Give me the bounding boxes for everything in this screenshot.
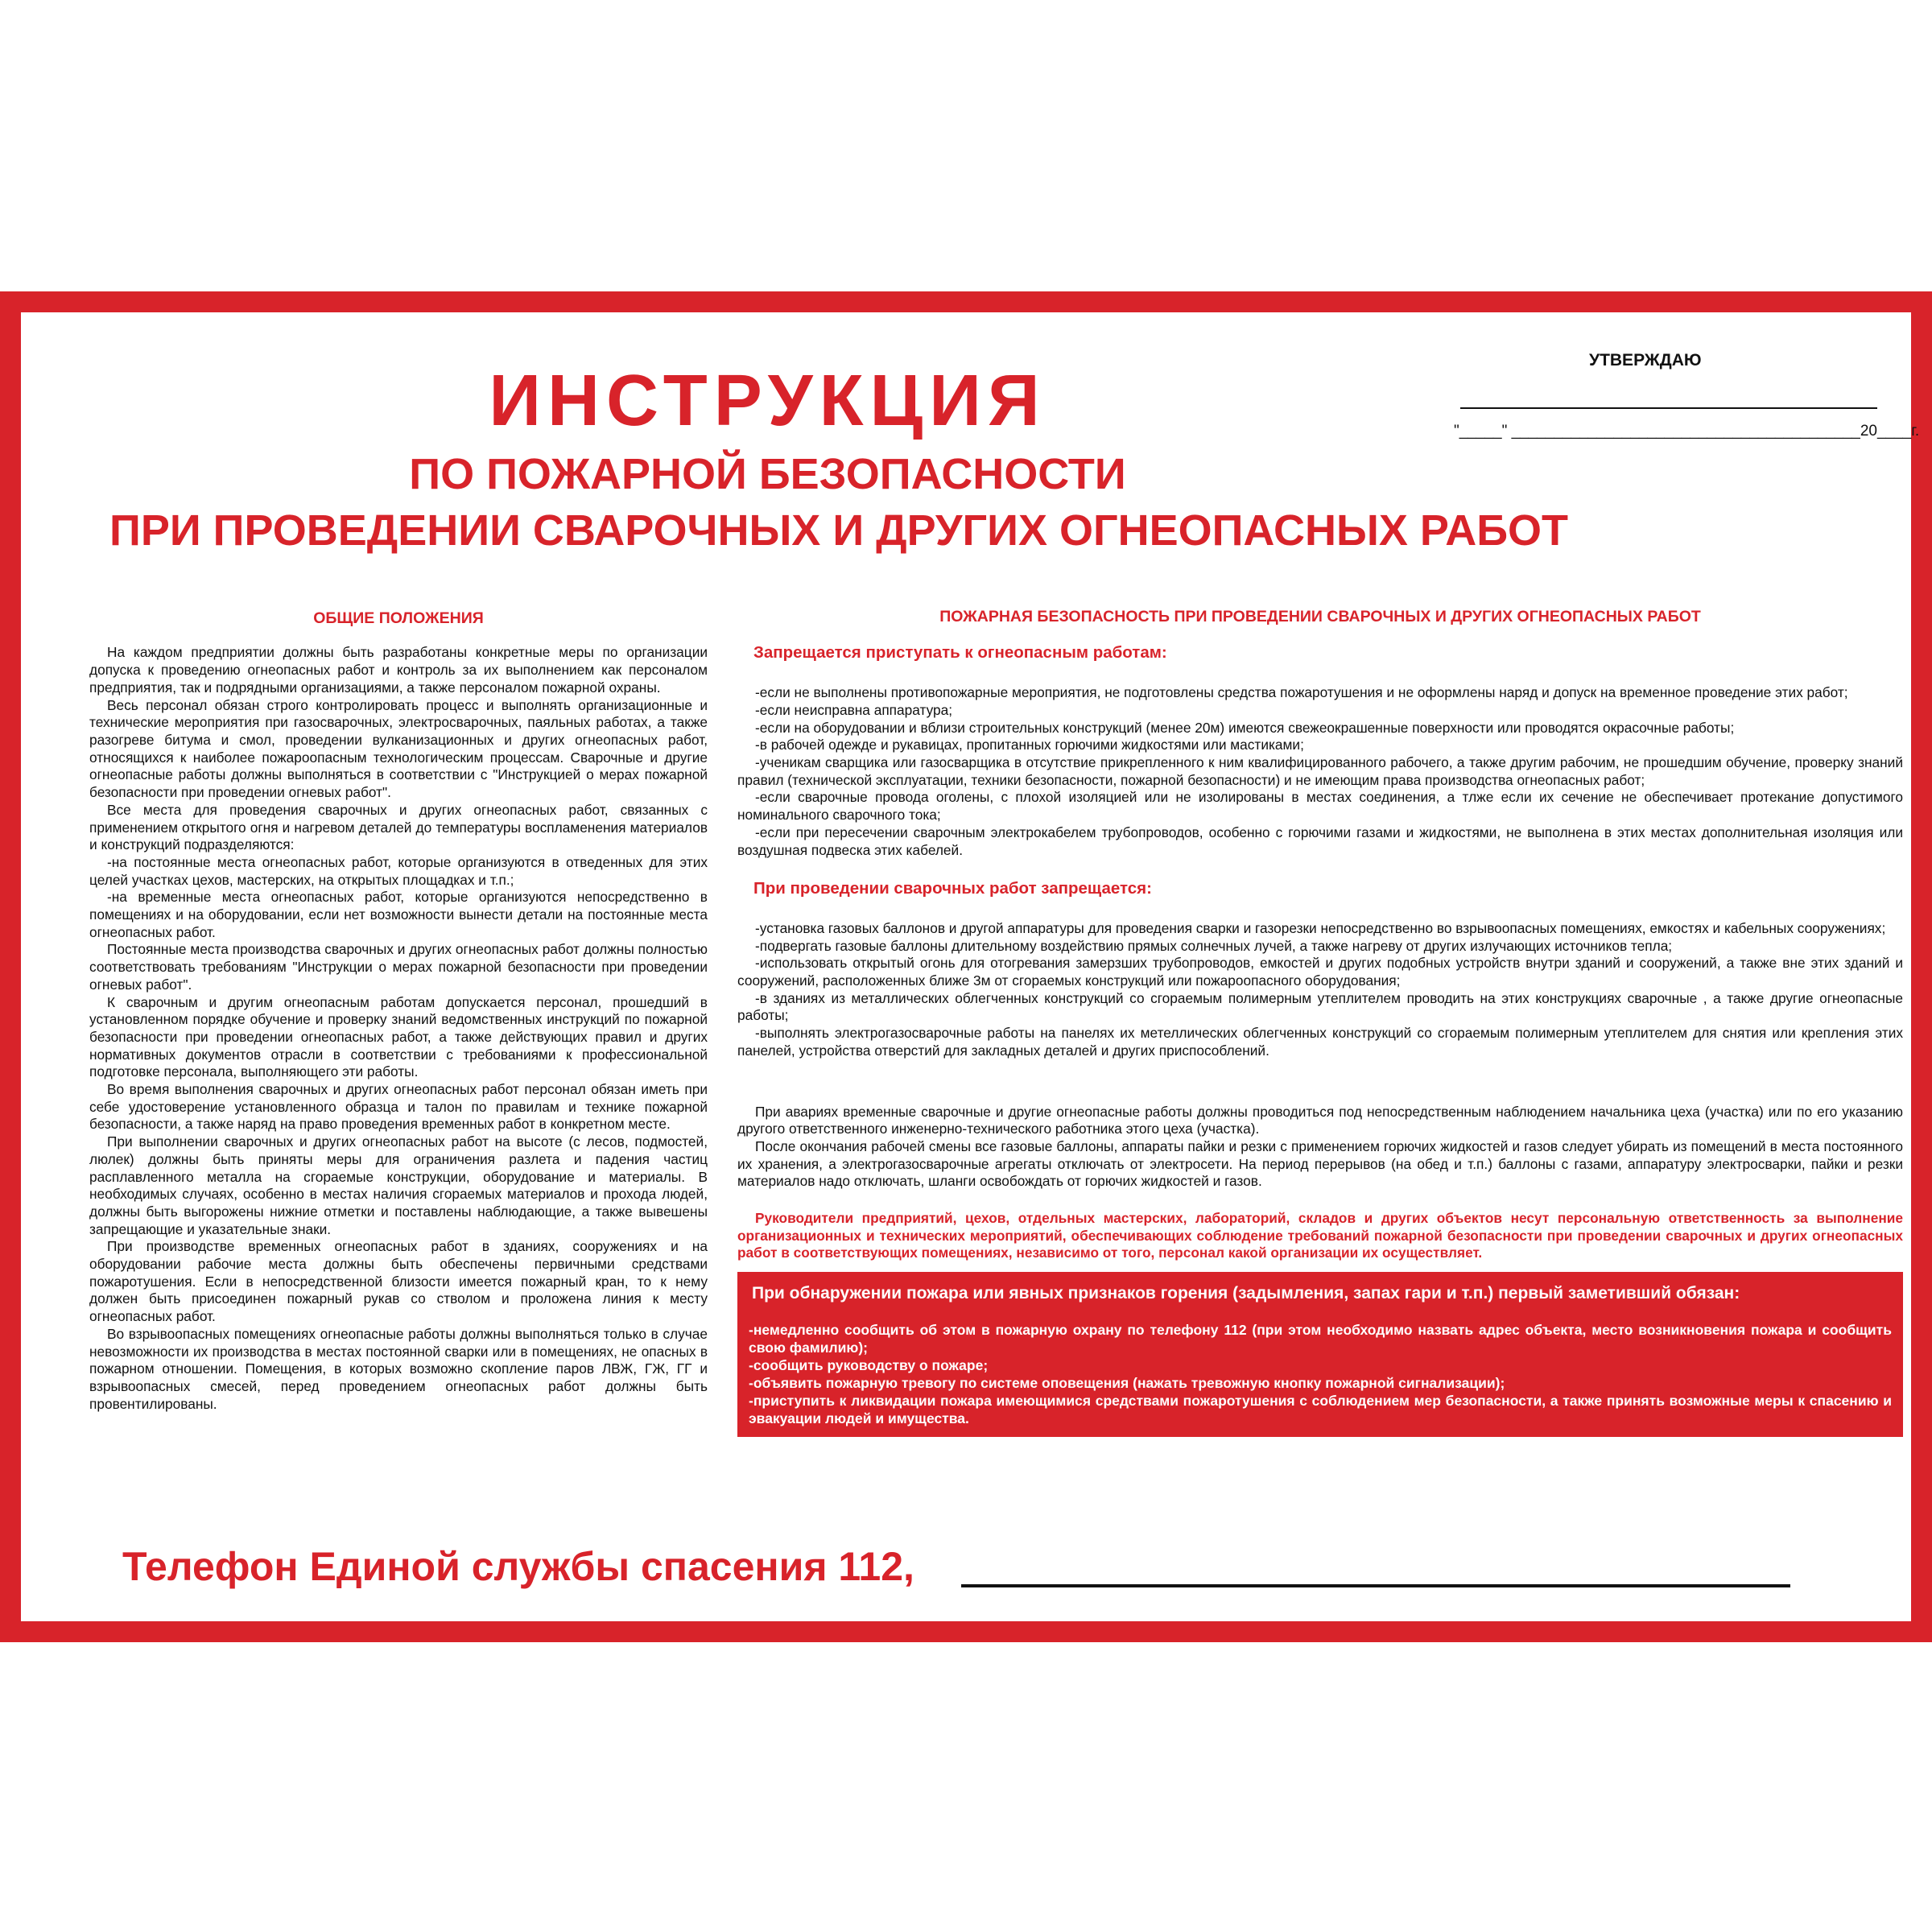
responsibility-note xyxy=(737,1210,1903,1262)
box-item: -немедленно сообщить об этом в пожарную охрану по телефону 112 (при этом необходимо назвать адрес объекта, место возникновения пожара и сообщить свою фамилию); xyxy=(749,1321,1892,1356)
list-item: -если не выполнены противопожарные мероприятия, не подготовлены средства пожаротушения и не оформлены наряд и допуск на временное проведение этих работ; xyxy=(755,684,1848,701)
fire-detected-heading: При обнаружении пожара или явных признаков горения (задымления, запах гари и т.п.) первый заметивший обязан: xyxy=(752,1284,1740,1303)
responsibility-text: Руководители предприятий, цехов, отдельных мастерских, лабораторий, складов и других объектов несут персональную ответственность за выполнение организационных и технических мероприятий, обеспечивающих соблюдение требований пожарной безопасности при проведении сварочных и других огнеопасных работ в соответствующих помещениях, независимо от того, персонал какой организации их осуществляет. xyxy=(737,1210,1903,1261)
list-item: -ученикам сварщика или газосварщика в отсутствие прикрепленного к ним квалифицированного рабочего, а также другим рабочим, не прошедшим обучение, проверку знаний правил (технической эксплуатации, техники безопасности, пожарной безопасности) и не имеющим права производства огнеопасных работ; xyxy=(737,754,1903,788)
general-provisions-column xyxy=(89,609,708,1413)
page-title: ИНСТРУКЦИЯ xyxy=(489,361,1046,441)
page-subtitle-2: ПРИ ПРОВЕДЕНИИ СВАРОЧНЫХ И ДРУГИХ ОГНЕОПАСНЫХ РАБОТ xyxy=(109,506,1569,555)
paragraph: -на временные места огнеопасных работ, которые организуются непосредственно в помещениях и на оборудовании, если нет возможности вынести детали на постоянные места огнеопасных работ. xyxy=(89,889,708,940)
paragraph: При выполнении сварочных и других огнеопасных работ на высоте (с лесов, подмостей, люлек) должны быть приняты меры для ограничения разлета и падения частиц расплавленного металла на сгораемые конструкции, оборудование и материалы. В необходимых случаях, особенно в местах наличия сгораемых материалов и прохода людей, должны быть выгорожены нижние отметки и поставлены наблюдающие, а также вывешены запрещающие и указательные знаки. xyxy=(89,1133,708,1237)
paragraph: Во время выполнения сварочных и других огнеопасных работ персонал обязан иметь при себе удостоверение установленного образца и талон по правилам и технике пожарной безопасности, а также наряд на право проведения временных работ в конкретном месте. xyxy=(89,1081,708,1133)
approve-date-line: "_____" _________________________________________20____г. xyxy=(1454,423,1920,440)
list-item: -установка газовых баллонов и другой аппаратуры для проведения сварки и газорезки непосредственно во взрывоопасных помещениях, емкостях и кабельных сооружениях; xyxy=(755,919,1886,936)
paragraph: Во взрывоопасных помещениях огнеопасные работы должны выполняться только в случае невозможности их производства в местах постоянной сварки или в помещениях, не опасных в пожарном отношении. Помещения, в которых возможно скопление паров ЛВЖ, ГЖ, ГГ и взрывоопасных смесей, перед проведением огнеопасных работ должны быть провентилированы. xyxy=(89,1325,708,1412)
paragraph: Постоянные места производства сварочных и других огнеопасных работ должны полностью соответствовать требованиям "Инструкции о мерах пожарной безопасности при проведении огневых работ". xyxy=(89,941,708,993)
list-item: -подвергать газовые баллоны длительному воздействию прямых солнечных лучей, а также нагреву от других излучающих источников тепла; xyxy=(755,937,1673,954)
list-item: -если на оборудовании и вблизи строительных конструкций (менее 20м) имеются свежеокрашенные поверхности или проводятся окрасочные работы; xyxy=(755,719,1735,736)
rescue-phone-label: Телефон Единой службы спасения 112, xyxy=(122,1544,914,1589)
general-provisions-heading: ОБЩИЕ ПОЛОЖЕНИЯ xyxy=(313,609,484,627)
paragraph: К сварочным и другим огнеопасным работам допускается персонал, прошедший в установленном порядке обучение и проверку знаний ведомственных инструкций по пожарной безопасности при проведении огнеопасных работ, а также действующих правил и других нормативных документов отрасли в соответствии с требованиями к профессиональной подготовке персонала, выполняющего эти работы. xyxy=(89,993,708,1080)
box-item: -объявить пожарную тревогу по системе оповещения (нажать тревожную кнопку пожарной сигнализации); xyxy=(749,1374,1505,1391)
emergency-paragraphs xyxy=(737,1104,1903,1191)
fire-safety-column xyxy=(737,607,1903,1437)
spacer xyxy=(737,1080,1903,1104)
signature-line xyxy=(1460,407,1877,409)
list-item: -в зданиях из металлических облегченных конструкций со сгораемым полимерным утеплителем проводить на этих конструкциях сварочные , а также другие огнеопасные работы; xyxy=(737,989,1903,1024)
phone-fill-line xyxy=(961,1584,1790,1587)
list-item: -если сварочные провода оголены, с плохой изоляцией или не изолированы в местах соединения, а тлже если их сечение не обеспечивает протекание допустимого номинального сварочного тока; xyxy=(737,789,1903,824)
paragraph: После окончания рабочей смены все газовые баллоны, аппараты пайки и резки с применением горючих жидкостей и газов следует убирать из помещений в места постоянного их хранения, а электрогазосварочные агрегаты отключать от электросети. На период перерывов (на обед и т.п.) баллоны с газами, аппаратуру электросварки, пайки и резки материалов надо отключать, шланги освобождать от горючих жидкостей и газов. xyxy=(737,1137,1903,1190)
list-item: -если при пересечении сварочным электрокабелем трубопроводов, особенно с горючими газами и жидкостями, не выполнена в этих местах дополнительная изоляция или воздушная подвеска этих кабелей. xyxy=(737,824,1903,858)
list-item: -если неисправна аппаратура; xyxy=(755,701,953,718)
list-item: -в рабочей одежде и рукавицах, пропитанных горючими жидкостями или мастиками; xyxy=(755,737,1304,753)
welding-prohibited-heading: При проведении сварочных работ запрещается: xyxy=(753,879,1152,898)
prohibited-start-heading: Запрещается приступать к огнеопасным работам: xyxy=(753,643,1167,663)
instruction-poster xyxy=(0,291,1932,1642)
approve-label: УТВЕРЖДАЮ xyxy=(1589,351,1702,369)
paragraph: Весь персонал обязан строго контролировать процесс и выполнять организационные и технические мероприятия при газосварочных, электросварочных, паяльных работах, а также разогреве битума и смол, проведении вулканизационных и других огнеопасных работ, относящихся к наиболее пожароопасным технологическим процессам. Сварочные и другие огнеопасные работы должны выполняться в соответствии с "Инструкцией о мерах пожарной безопасности при проведении огневых работ". xyxy=(89,696,708,801)
box-item: -сообщить руководству о пожаре; xyxy=(749,1356,989,1373)
paragraph: -на постоянные места огнеопасных работ, которые организуются в отведенных для этих целей участках цехов, мастерских, на открытых площадках и т.п.; xyxy=(89,853,708,888)
list-item: -использовать открытый огонь для отогревания замерзших трубопроводов, емкостей и других подобных устройств внутри зданий и сооружений, а также вне этих зданий и сооружений, расположенных ближе 3м от сгораемых конструкций или пожароопасного оборудования; xyxy=(737,955,1903,989)
prohibited-start-list xyxy=(737,684,1903,859)
paragraph: Все места для проведения сварочных и других огнеопасных работ, связанных с применением открытого огня и нагревом деталей до температуры воспламенения материалов и конструкций подразделяются: xyxy=(89,801,708,853)
fire-detected-box xyxy=(737,1272,1903,1437)
paragraph: При производстве временных огнеопасных работ в зданиях, сооружениях и на оборудовании рабочие места должны быть обеспечены первичными средствами пожаротушения. Если в непосредственной близости имеется пожарный кран, то к нему должен быть присоединен пожарный рукав со стволом и проложена линия к месту огнеопасных работ. xyxy=(89,1238,708,1325)
box-item: -приступить к ликвидации пожара имеющимися средствами пожаротушения с соблюдением мер безопасности, а также принять возможные меры к спасению и эвакуации людей и имущества. xyxy=(749,1392,1892,1426)
page-subtitle-1: ПО ПОЖАРНОЙ БЕЗОПАСНОСТИ xyxy=(409,450,1126,498)
fire-safety-heading: ПОЖАРНАЯ БЕЗОПАСНОСТЬ ПРИ ПРОВЕДЕНИИ СВАРОЧНЫХ И ДРУГИХ ОГНЕОПАСНЫХ РАБОТ xyxy=(939,608,1701,625)
welding-prohibited-list xyxy=(737,920,1903,1060)
paragraph: На каждом предприятии должны быть разработаны конкретные меры по организации допуска к проведению огнеопасных работ и контроль за их выполнением как персоналом предприятия, так и подрядными организациями, а также персоналом пожарной охраны. xyxy=(89,644,708,696)
paragraph: При авариях временные сварочные и другие огнеопасные работы должны проводиться под непосредственным наблюдением начальника цеха (участка) или по его указанию другого ответственного инженерно-технического работника этого цеха (участка). xyxy=(737,1103,1903,1137)
list-item: -выполнять электрогазосварочные работы на панелях их метеллических облегченных конструкций со сгораемым полимерным утеплителем для снятия или крепления этих панелей, устройства отверстий для закладных деталей и других приспособлений. xyxy=(737,1025,1903,1059)
